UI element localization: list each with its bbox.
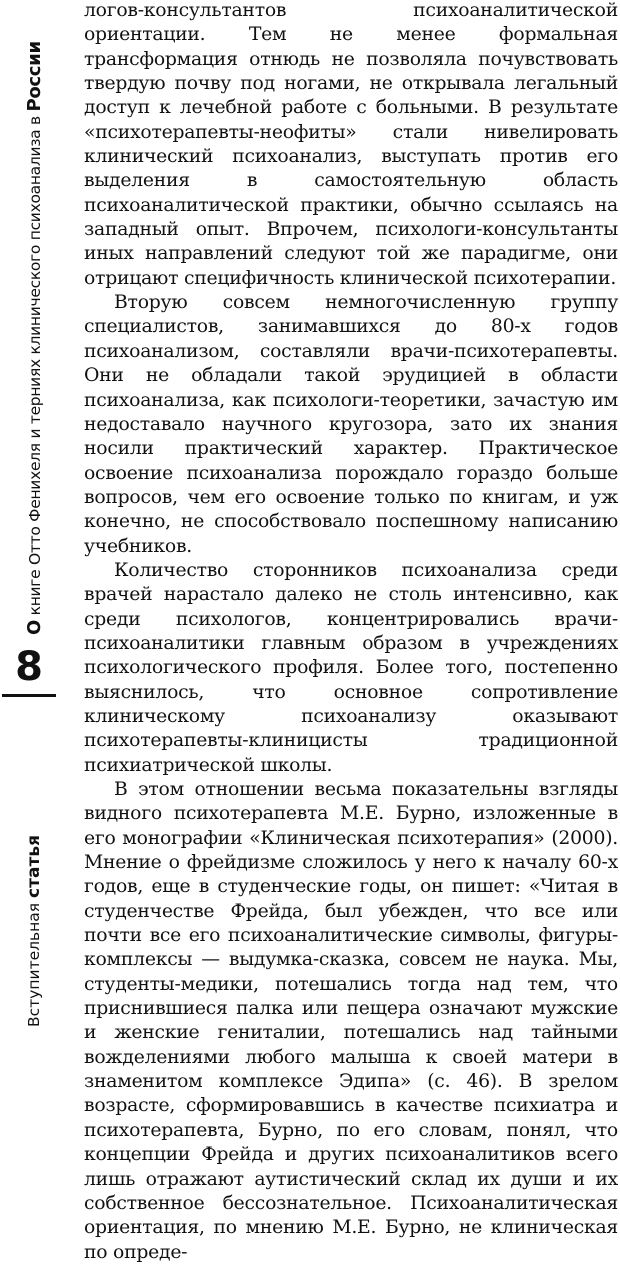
running-head-bottom bbox=[24, 835, 44, 1027]
running-head-top-end: России bbox=[24, 41, 45, 112]
running-head-bottom-text: Вступительная bbox=[25, 897, 43, 1027]
paragraph: Количество сторонников психоанализа среди врачей нарастало далеко не столь интенсивно, как среди психологов, концентрировались врачи-психоаналитики главным образом в учреждениях психологического профиля. Более того, постепенно выяснилось, что основное сопротивление клиническому психоанализу оказывают психотерапевты-клиницисты традиционной психиатрической школы. bbox=[84, 559, 618, 776]
body-text bbox=[84, 0, 618, 1265]
running-head-top-text: книге Отто Фенихеля и терниях клинического психоанализа в bbox=[26, 111, 44, 620]
paragraph: В этом отношении весьма показательны взгляды видного психотерапевта М.Е. Бурно, изложенные в его монографии «Клиническая психотерапия» (2000). Мнение о фрейдизме сложилось у него к началу 60-х годов, еще в студенческие годы, он пишет: «Читая в студенчестве Фрейда, был убежден, что все или почти все его психоаналитические символы, фигуры-комплексы — выдумка-сказка, совсем не наука. Мы, студенты-медики, потешались тогда над тем, что приснившиеся палка или пещера означают мужские и женские гениталии, потешались над тайными вожделениями любого малыша к своей матери в знаменитом комплексе Эдипа» (с. 46). В зрелом возрасте, сформировавшись в качестве психиатра и психотерапевта, Бурно, по его словам, понял, что концепции Фрейда и других психоаналитиков всего лишь отражают аутистический склад их души и их собственное бессознательное. Психоаналитическая ориентация, по мнению М.Е. Бурно, не клиническая по опреде- bbox=[84, 779, 618, 1263]
page-number: 8 bbox=[15, 644, 43, 690]
running-head-top bbox=[24, 41, 45, 635]
paragraph: Вторую совсем немногочисленную группу специалистов, занимавшихся до 80-х годов психоанализом, составляли врачи-психотерапевты. Они не обладали такой эрудицией в области психоанализа, как психологи-теоретики, зачастую им недоставало научного кругозора, зато их знания носили практический характер. Практическое освоение психоанализа порождало гораздо больше вопросов, чем его освоение только по книгам, и уж конечно, не способствовало поспешному написанию учебников. bbox=[84, 292, 618, 557]
running-head-bottom-bold: статья bbox=[24, 835, 44, 898]
page-number-rule bbox=[2, 694, 56, 697]
paragraph: логов-консультантов психоаналитической ориентации. Тем не менее формальная трансформация отнюдь не позволяла почувствовать твердую почву под ногами, не открывала легальный доступ к лечебной работе с больными. В результате «психотерапевты-неофиты» стали нивелировать клинический психоанализ, выступать против его выделения в самостоятельную область психоаналитической практики, обычно ссылаясь на западный опыт. Впрочем, психологи-консультанты иных направлений следуют той же парадигме, они отрицают специфичность клинической психотерапии. bbox=[84, 0, 618, 289]
running-head-top-initial: О bbox=[24, 619, 45, 635]
